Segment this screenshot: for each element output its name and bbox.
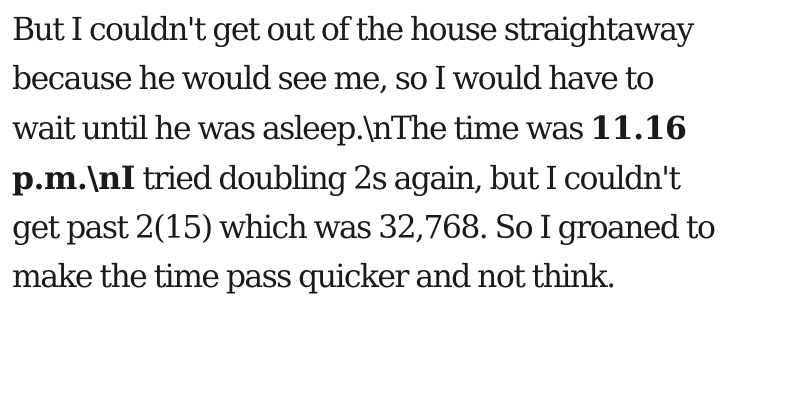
passage-line-3 — [12, 104, 788, 154]
passage-line-1: But I couldn't get out of the house straightaway — [12, 12, 693, 48]
passage-line-2: because he would see me, so I would have to — [12, 61, 654, 97]
passage-line-4 — [12, 154, 788, 204]
passage-text — [12, 6, 788, 302]
passage-line-6: make the time pass quicker and not think. — [12, 259, 615, 295]
passage-line-5: get past 2(15) which was 32,768. So I groaned to — [12, 210, 715, 246]
passage-line-4-text: tried doubling 2s again, but I couldn't — [134, 161, 680, 197]
emphasized-time: 11.16 — [590, 110, 687, 147]
passage-line-3-text: wait until he was asleep.\nThe time was — [12, 111, 591, 147]
emphasized-meridiem: p.m.\nI — [12, 160, 135, 197]
